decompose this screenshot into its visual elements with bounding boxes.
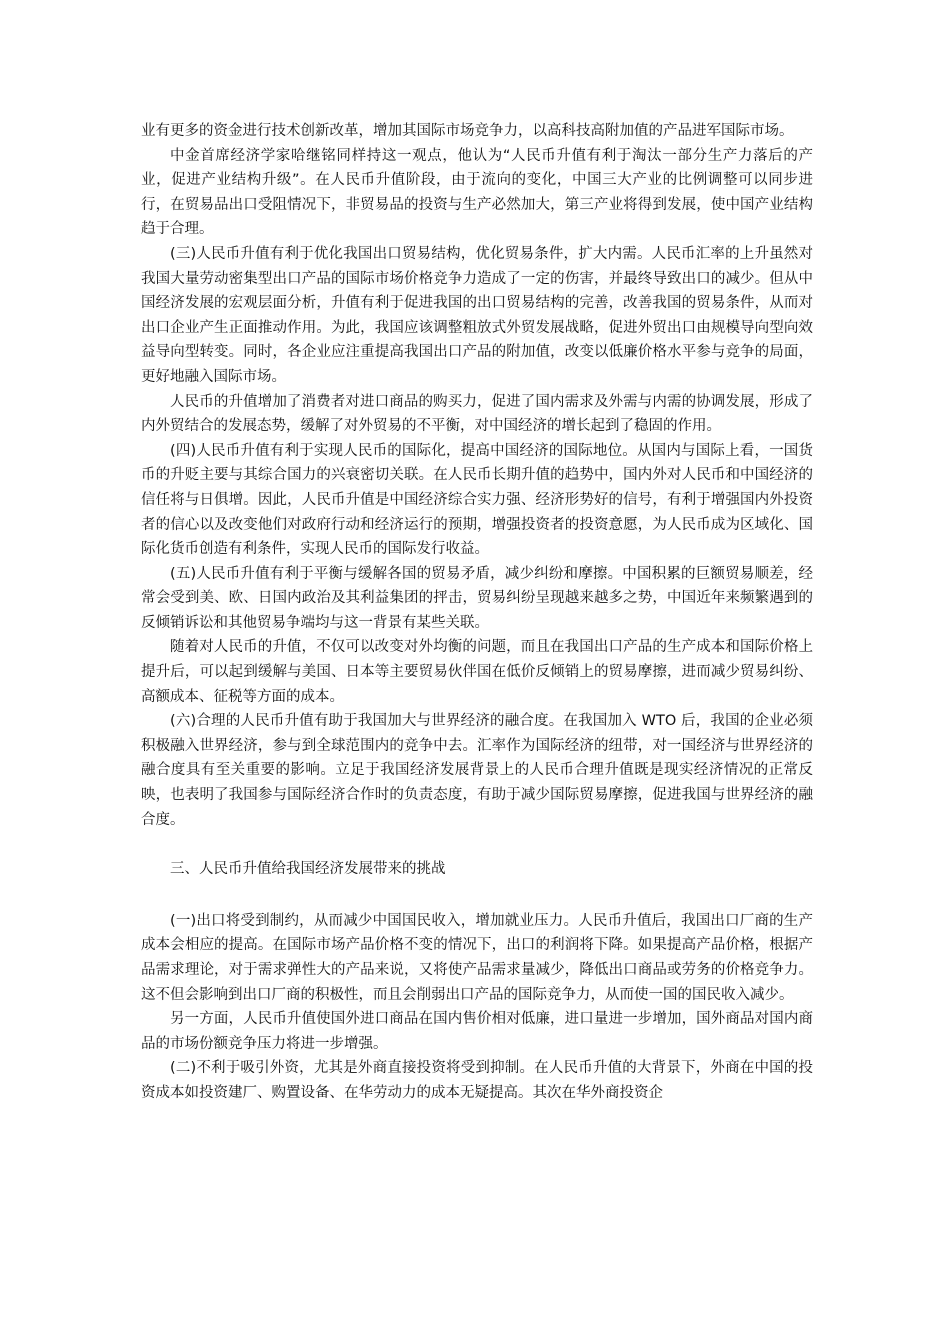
document-body: [141, 119, 813, 1106]
paragraph-challenge-1: (一)出口将受到制约，从而减少中国国民收入，增加就业压力。人民币升值后，我国出口厂商的生产成本会相应的提高。在国际市场产品价格不变的情况下，出口的利润将下降。如果提高产品价格，根据产品需求理论，对于需求弹性大的产品来说，又将使产品需求量减少，降低出口商品或劳务的价格竞争力。这不但会影响到出口厂商的积极性，而且会削弱出口产品的国际竞争力，从而使一国的国民收入减少。: [141, 912, 813, 1003]
section-heading: 三、人民币升值给我国经济发展带来的挑战: [170, 861, 446, 878]
paragraph-point-3: (三)人民币升值有利于优化我国出口贸易结构，优化贸易条件，扩大内需。人民币汇率的上升虽然对我国大量劳动密集型出口产品的国际市场价格竞争力造成了一定的伤害，并最终导致出口的减少。但从中国经济发展的宏观层面分析，升值有利于促进我国的出口贸易结构的完善，改善我国的贸易条件，从而对出口企业产生正面推动作用。为此，我国应该调整粗放式外贸发展战略，促进外贸出口由规模导向型向效益导向型转变。同时，各企业应注重提高我国出口产品的附加值，改变以低廉价格水平参与竞争的局面，更好地融入国际市场。: [141, 245, 813, 385]
paragraph-consumer-purchasing: 人民币的升值增加了消费者对进口商品的购买力，促进了国内需求及外需与内需的协调发展，形成了内外贸结合的发展态势，缓解了对外贸易的不平衡，对中国经济的增长起到了稳固的作用。: [141, 393, 813, 435]
paragraph-hajiming-view: 中金首席经济学家哈继铭同样持这一观点，他认为“人民币升值有利于淘汰一部分生产力落后的产业，促进产业结构升级”。在人民币升值阶段，由于流向的变化，中国三大产业的比例调整可以同步进行，在贸易品出口受阻情况下，非贸易品的投资与生产必然加大，第三产业将得到发展，使中国产业结构趋于合理。: [141, 147, 813, 238]
paragraph-point-4: (四)人民币升值有利于实现人民币的国际化，提高中国经济的国际地位。从国内与国际上看，一国货币的升贬主要与其综合国力的兴衰密切关联。在人民币长期升值的趋势中，国内外对人民币和中国经济的信任将与日俱增。因此，人民币升值是中国经济综合实力强、经济形势好的信号，有利于增强国内外投资者的信心以及改变他们对政府行动和经济运行的预期，增强投资者的投资意愿，为人民币成为区域化、国际化货币创造有利条件，实现人民币的国际发行收益。: [141, 442, 813, 558]
paragraph-point-5: (五)人民币升值有利于平衡与缓解各国的贸易矛盾，减少纠纷和摩擦。中国积累的巨额贸易顺差，经常会受到美、欧、日国内政治及其利益集团的抨击，贸易纠纷呈现越来越多之势，中国近年来频繁遇到的反倾销诉讼和其他贸易争端均与这一背景有某些关联。: [141, 565, 813, 631]
paragraph-continued: 业有更多的资金进行技术创新改革，增加其国际市场竞争力，以高科技高附加值的产品进军国际市场。: [141, 123, 794, 139]
paragraph-challenge-2: (二)不利于吸引外资，尤其是外商直接投资将受到抑制。在人民币升值的大背景下，外商在中国的投资成本如投资建厂、购置设备、在华劳动力的成本无疑提高。其次在华外商投资企: [141, 1060, 813, 1101]
paragraph-import-competition: 另一方面，人民币升值使国外进口商品在国内售价相对低廉，进口量进一步增加，国外商品对国内商品的市场份额竞争压力将进一步增强。: [141, 1011, 813, 1052]
paragraph-point-6: (六)合理的人民币升值有助于我国加大与世界经济的融合度。在我国加入 WTO 后，我国的企业必须积极融入世界经济，参与到全球范围内的竞争中去。汇率作为国际经济的纽带，对一国经济与世界经济的融合度具有至关重要的影响。立足于我国经济发展背景上的人民币合理升值既是现实经济情况的正常反映，也表明了我国参与国际经济合作时的负责态度，有助于减少国际贸易摩擦，促进我国与世界经济的融合度。: [141, 713, 813, 828]
paragraph-trade-friction: 随着对人民币的升值，不仅可以改变对外均衡的问题，而且在我国出口产品的生产成本和国际价格上提升后，可以起到缓解与美国、日本等主要贸易伙伴国在低价反倾销上的贸易摩擦，进而减少贸易纠纷、高额成本、征税等方面的成本。: [141, 639, 813, 705]
